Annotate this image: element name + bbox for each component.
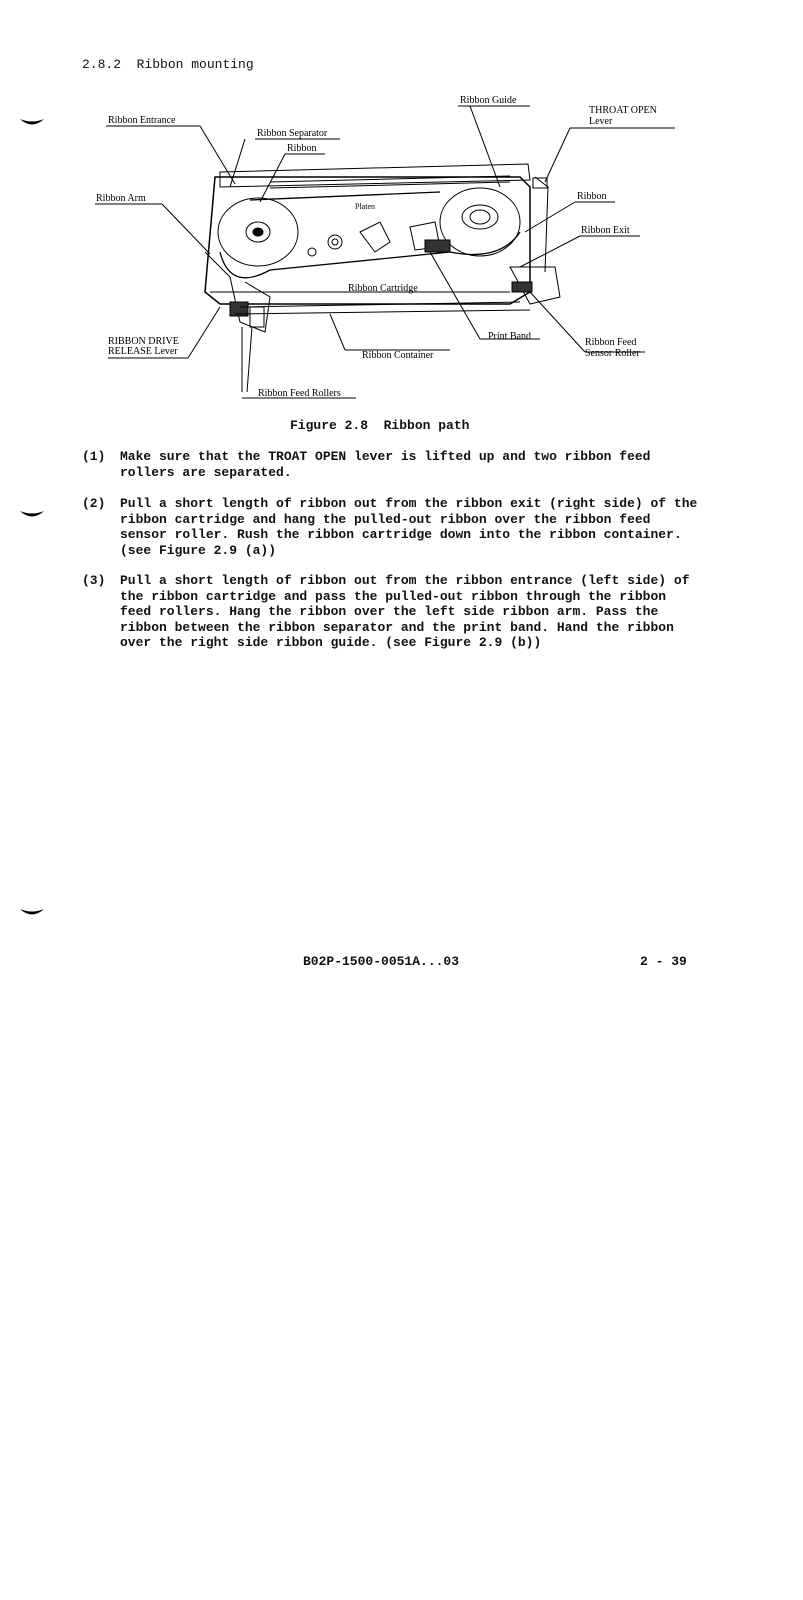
label-throat-open-lever-2: Lever <box>589 116 613 127</box>
step-number: (3) <box>82 573 106 588</box>
step-item <box>82 573 702 653</box>
label-ribbon-entrance: Ribbon Entrance <box>108 115 176 126</box>
figure-caption: Figure 2.8 Ribbon path <box>290 418 470 433</box>
label-ribbon-top: Ribbon <box>287 143 317 154</box>
step-text: Make sure that the TROAT OPEN lever is lifted up and two ribbon feed rollers are separated. <box>120 449 651 480</box>
section-heading <box>82 57 254 72</box>
label-platen: Platen <box>355 202 375 211</box>
step-item <box>82 449 702 481</box>
label-ribbon-feed-sensor-2: Sensor Roller <box>585 348 640 359</box>
step-text: Pull a short length of ribbon out from the ribbon exit (right side) of the ribbon cartridge and hang the pulled-out ribbon over the ribbon feed sensor roller. Rush the ribbon cartridge down into the ribbon container. (see Figure 2.9 (a)) <box>120 496 698 558</box>
label-ribbon-drive-release-2: RELEASE Lever <box>108 346 178 357</box>
label-ribbon-right: Ribbon <box>577 191 607 202</box>
label-ribbon-separator: Ribbon Separator <box>257 128 328 139</box>
label-ribbon-feed-sensor: Ribbon Feed <box>585 337 637 348</box>
label-ribbon-container: Ribbon Container <box>362 350 434 361</box>
page-number: 2 - 39 <box>640 954 687 969</box>
binder-punch-mark <box>18 906 46 920</box>
section-number: 2.8.2 <box>82 57 122 72</box>
section-title: Ribbon mounting <box>136 57 254 72</box>
document-id: B02P-1500-0051A...03 <box>303 954 460 969</box>
step-text: Pull a short length of ribbon out from the ribbon entrance (left side) of the ribbon cartridge and pass the pulled-out ribbon through the ribbon feed rollers. Hang the ribbon over the left side ribbon arm. Pass the ribbon between the ribbon separator and the print band. Hand the ribbon over the right side ribbon guide. (see Figure 2.9 (b)) <box>120 573 690 651</box>
binder-punch-mark <box>18 508 46 522</box>
label-ribbon-guide: Ribbon Guide <box>460 95 517 106</box>
label-ribbon-cartridge: Ribbon Cartridge <box>348 283 418 294</box>
binder-punch-mark <box>18 116 46 130</box>
label-print-band: Print Band <box>488 331 532 342</box>
label-ribbon-feed-rollers: Ribbon Feed Rollers <box>258 388 341 399</box>
ribbon-path-diagram <box>90 92 690 412</box>
label-throat-open-lever: THROAT OPEN <box>589 105 657 116</box>
step-number: (2) <box>82 496 106 511</box>
label-ribbon-arm: Ribbon Arm <box>96 193 146 204</box>
label-ribbon-exit: Ribbon Exit <box>581 225 630 236</box>
step-number: (1) <box>82 449 106 464</box>
step-item <box>82 496 702 560</box>
label-ribbon-drive-release: RIBBON DRIVE <box>108 336 179 347</box>
